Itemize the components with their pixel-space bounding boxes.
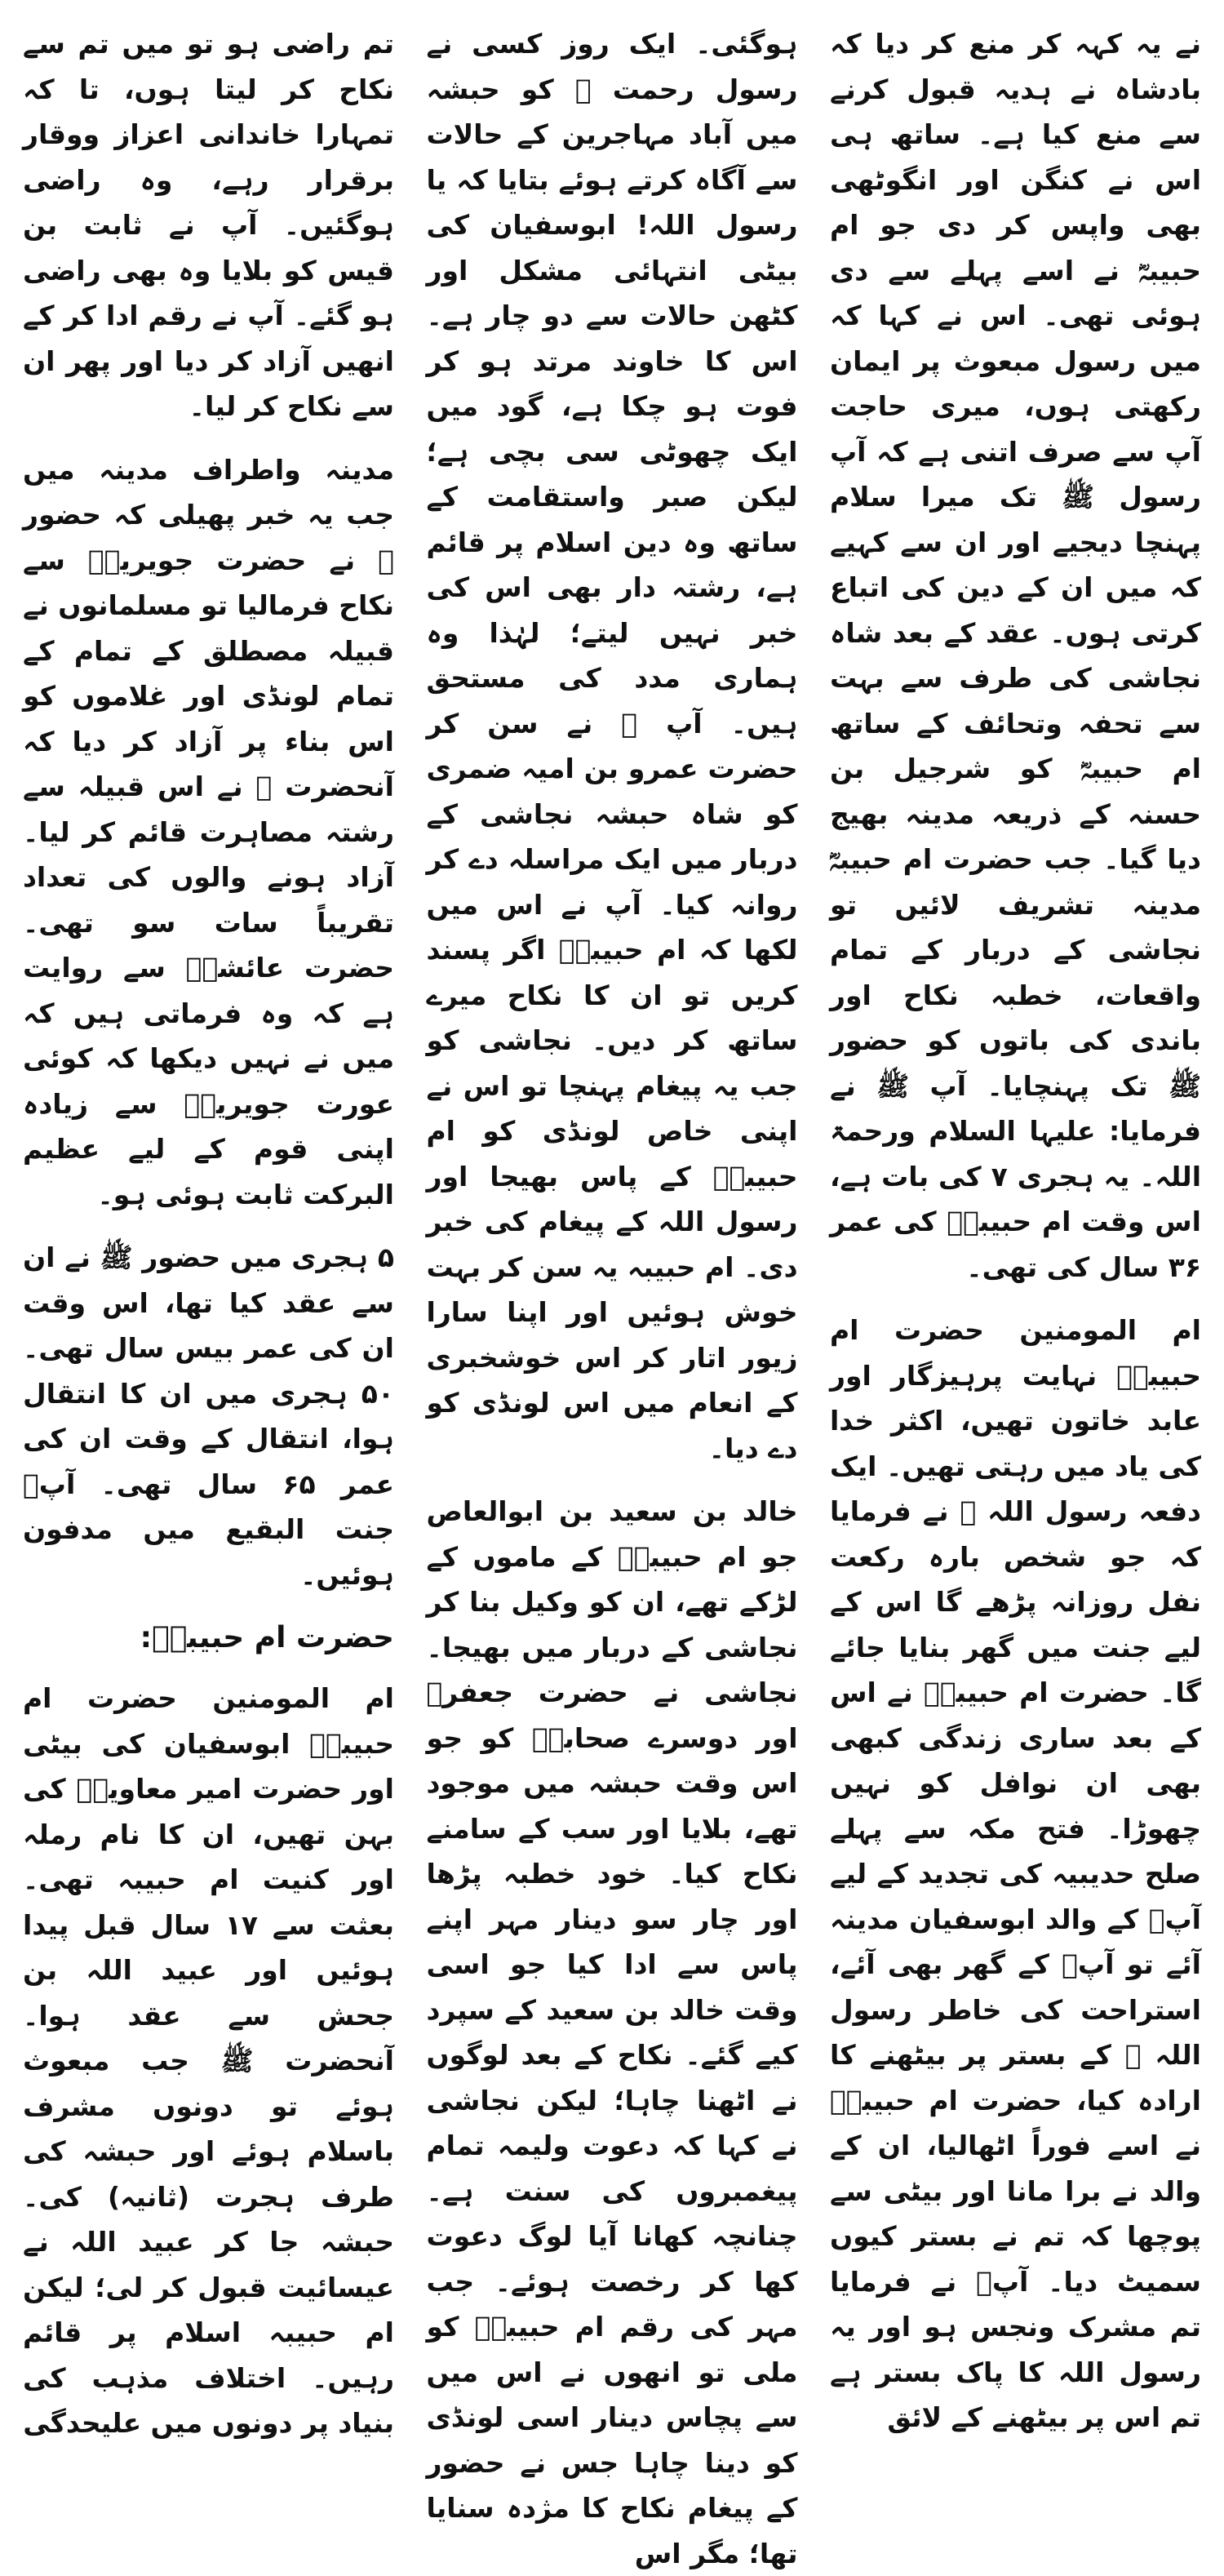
paragraph: ام المومنین حضرت ام حبیبہؓ نہایت پرہیزگار اور عابد خاتون تھیں، اکثر خدا کی یاد میں رہتی تھیں۔ ایک دفعہ رسول اللہ ﷺ نے فرمایا کہ جو شخص بارہ رکعت نفل روزانہ پڑھے گا اس کے لیے جنت میں گھر بنایا جائے گا۔ حضرت ام حبیبہؓ نے اس کے بعد ساری زندگی کبھی بھی ان نوافل کو نہیں چھوڑا۔ فتح مکہ سے پہلے صلح حدیبیہ کی تجدید کے لیے آپؓ کے والد ابوسفیان مدینہ آئے تو آپؓ کے گھر بھی آئے، استراحت کی خاطر رسول اللہ ﷺ کے بستر پر بیٹھنے کا ارادہ کیا، حضرت ام حبیبہؓ نے اسے فوراً اٹھالیا، ان کے والد نے برا مانا اور بیٹی سے پوچھا کہ تم نے بستر کیوں سمیٹ دیا۔ آپؓ نے فرمایا تم مشرک ونجس ہو اور یہ رسول اللہ کا پاک بستر ہے تم اس پر بیٹھنے کے لائق [830,1314,1201,2433]
paragraph: خالد بن سعید بن ابوالعاص جو ام حبیبہؓ کے ماموں کے لڑکے تھے، ان کو وکیل بنا کر نجاشی کے دربار میں بھیجا۔ نجاشی نے حضرت جعفرؓ اور دوسرے صحابہؓ کو جو اس وقت حبشہ میں موجود تھے، بلایا اور سب کے سامنے نکاح کیا۔ خود خطبہ پڑھا اور چار سو دینار مہر اپنے پاس سے ادا کیا جو اسی وقت خالد بن سعید کے سپرد کیے گئے۔ نکاح کے بعد لوگوں نے اٹھنا چاہا؛ لیکن نجاشی نے کہا کہ دعوت ولیمہ تمام پیغمبروں کی سنت ہے۔ چنانچہ کھانا آیا لوگ دعوت کھا کر رخصت ہوئے۔ جب مہر کی رقم ام حبیبہؓ کو ملی تو انھوں نے اس میں سے پچاس دینار اسی لونڈی کو دینا چاہا جس نے حضور کے پیغام نکاح کا مژدہ سنایا تھا؛ مگر اس [426,1495,798,2569]
column-left [830,21,1202,2433]
paragraph: ۵ ہجری میں حضور ﷺ نے ان سے عقد کیا تھا، اس وقت ان کی عمر بیس سال تھی۔ ۵۰ ہجری میں ان کا انتقال ہوا، انتقال کے وقت ان کی عمر ۶۵ سال تھی۔ آپؓ جنت البقیع میں مدفون ہوئیں۔ [23,1241,394,1591]
paragraph: ام المومنین حضرت ام حبیبہؓ ابوسفیان کی بیٹی اور حضرت امیر معاویہؓ کی بہن تھیں، ان کا نام رملہ اور کنیت ام حبیبہ تھی۔ بعثت سے ۱۷ سال قبل پیدا ہوئیں اور عبید اللہ بن جحش سے عقد ہوا۔ آنحضرت ﷺ جب مبعوث ہوئے تو دونوں مشرف باسلام ہوئے اور حبشہ کی طرف ہجرت (ثانیہ) کی۔ حبشہ جا کر عبید اللہ نے عیسائیت قبول کر لی؛ لیکن ام حبیبہ اسلام پر قائم رہیں۔ اختلاف مذہب کی بنیاد پر دونوں میں علیحدگی [23,1682,394,2439]
paragraph: مدینہ واطراف مدینہ میں جب یہ خبر پھیلی کہ حضور ﷺ نے حضرت جویریہؓ سے نکاح فرمالیا تو مسلمانوں نے قبیلہ مصطلق کے تمام کے تمام لونڈی اور غلاموں کو اس بناء پر آزاد کر دیا کہ آنحضرت ﷺ نے اس قبیلہ سے رشتہ مصاہرت قائم کر لیا۔ آزاد ہونے والوں کی تعداد تقریباً سات سو تھی۔ حضرت عائشہؓ سے روایت ہے کہ وہ فرماتی ہیں کہ میں نے نہیں دیکھا کہ کوئی عورت جویریہؓ سے زیادہ اپنی قوم کے لیے عظیم البرکت ثابت ہوئی ہو۔ [23,453,394,1210]
paragraph: نے یہ کہہ کر منع کر دیا کہ بادشاہ نے ہدیہ قبول کرنے سے منع کیا ہے۔ ساتھ ہی اس نے کنگن اور انگوٹھی بھی واپس کر دی جو ام حبیبہؓ نے اسے پہلے سے دی ہوئی تھی۔ اس نے کہا کہ میں رسول مبعوث پر ایمان رکھتی ہوں، میری حاجت آپ سے صرف اتنی ہے کہ آپ رسول ﷺ تک میرا سلام پہنچا دیجیے اور ان سے کہیے کہ میں ان کے دین کی اتباع کرتی ہوں۔ عقد کے بعد شاہ نجاشی کی طرف سے بہت سے تحفہ وتحائف کے ساتھ ام حبیبہؓ کو شرجیل بن حسنہ کے ذریعہ مدینہ بھیج دیا گیا۔ جب حضرت ام حبیبہؓ مدینہ تشریف لائیں تو نجاشی کے دربار کے تمام واقعات، خطبہ نکاح اور باندی کی باتوں کو حضور ﷺ تک پہنچایا۔ آپ ﷺ نے فرمایا: علیہا السلام ورحمۃ اللہ۔ یہ ہجری ۷ کی بات ہے، اس وقت ام حبیبہؓ کی عمر ۳۶ سال کی تھی۔ [830,28,1202,1283]
paragraph: تم راضی ہو تو میں تم سے نکاح کر لیتا ہوں، تا کہ تمہارا خاندانی اعزاز ووقار برقرار رہے، وہ راضی ہوگئیں۔ آپ نے ثابت بن قیس کو بلایا وہ بھی راضی ہو گئے۔ آپ نے رقم ادا کر کے انھیں آزاد کر دیا اور پھر ان سے نکاح کر لیا۔ [23,28,394,422]
column-right [23,21,394,2439]
section-heading: حضرت ام حبیبہؓ: [140,1621,394,1654]
column-middle [426,21,798,2569]
paragraph: ہوگئی۔ ایک روز کسی نے رسول رحمت ﷺ کو حبشہ میں آباد مہاجرین کے حالات سے آگاہ کرتے ہوئے بتایا کہ یا رسول اللہ! ابوسفیان کی بیٹی انتہائی مشکل اور کٹھن حالات سے دو چار ہے۔ اس کا خاوند مرتد ہو کر فوت ہو چکا ہے، گود میں ایک چھوٹی سی بچی ہے؛ لیکن صبر واستقامت کے ساتھ وہ دین اسلام پر قائم ہے، رشتہ دار بھی اس کی خبر نہیں لیتے؛ لہٰذا وہ ہماری مدد کی مستحق ہیں۔ آپ ﷺ نے سن کر حضرت عمرو بن امیہ ضمری کو شاہ حبشہ نجاشی کے دربار میں ایک مراسلہ دے کر روانہ کیا۔ آپ نے اس میں لکھا کہ ام حبیبہؓ اگر پسند کریں تو ان کا نکاح میرے ساتھ کر دیں۔ نجاشی کو جب یہ پیغام پہنچا تو اس نے اپنی خاص لونڈی کو ام حبیبہؓ کے پاس بھیجا اور رسول اللہ کے پیغام کی خبر دی۔ ام حبیبہ یہ سن کر بہت خوش ہوئیں اور اپنا سارا زیور اتار کر اس خوشخبری کے انعام میں اس لونڈی کو دے دیا۔ [426,28,798,1464]
newspaper-page [23,21,1202,2569]
